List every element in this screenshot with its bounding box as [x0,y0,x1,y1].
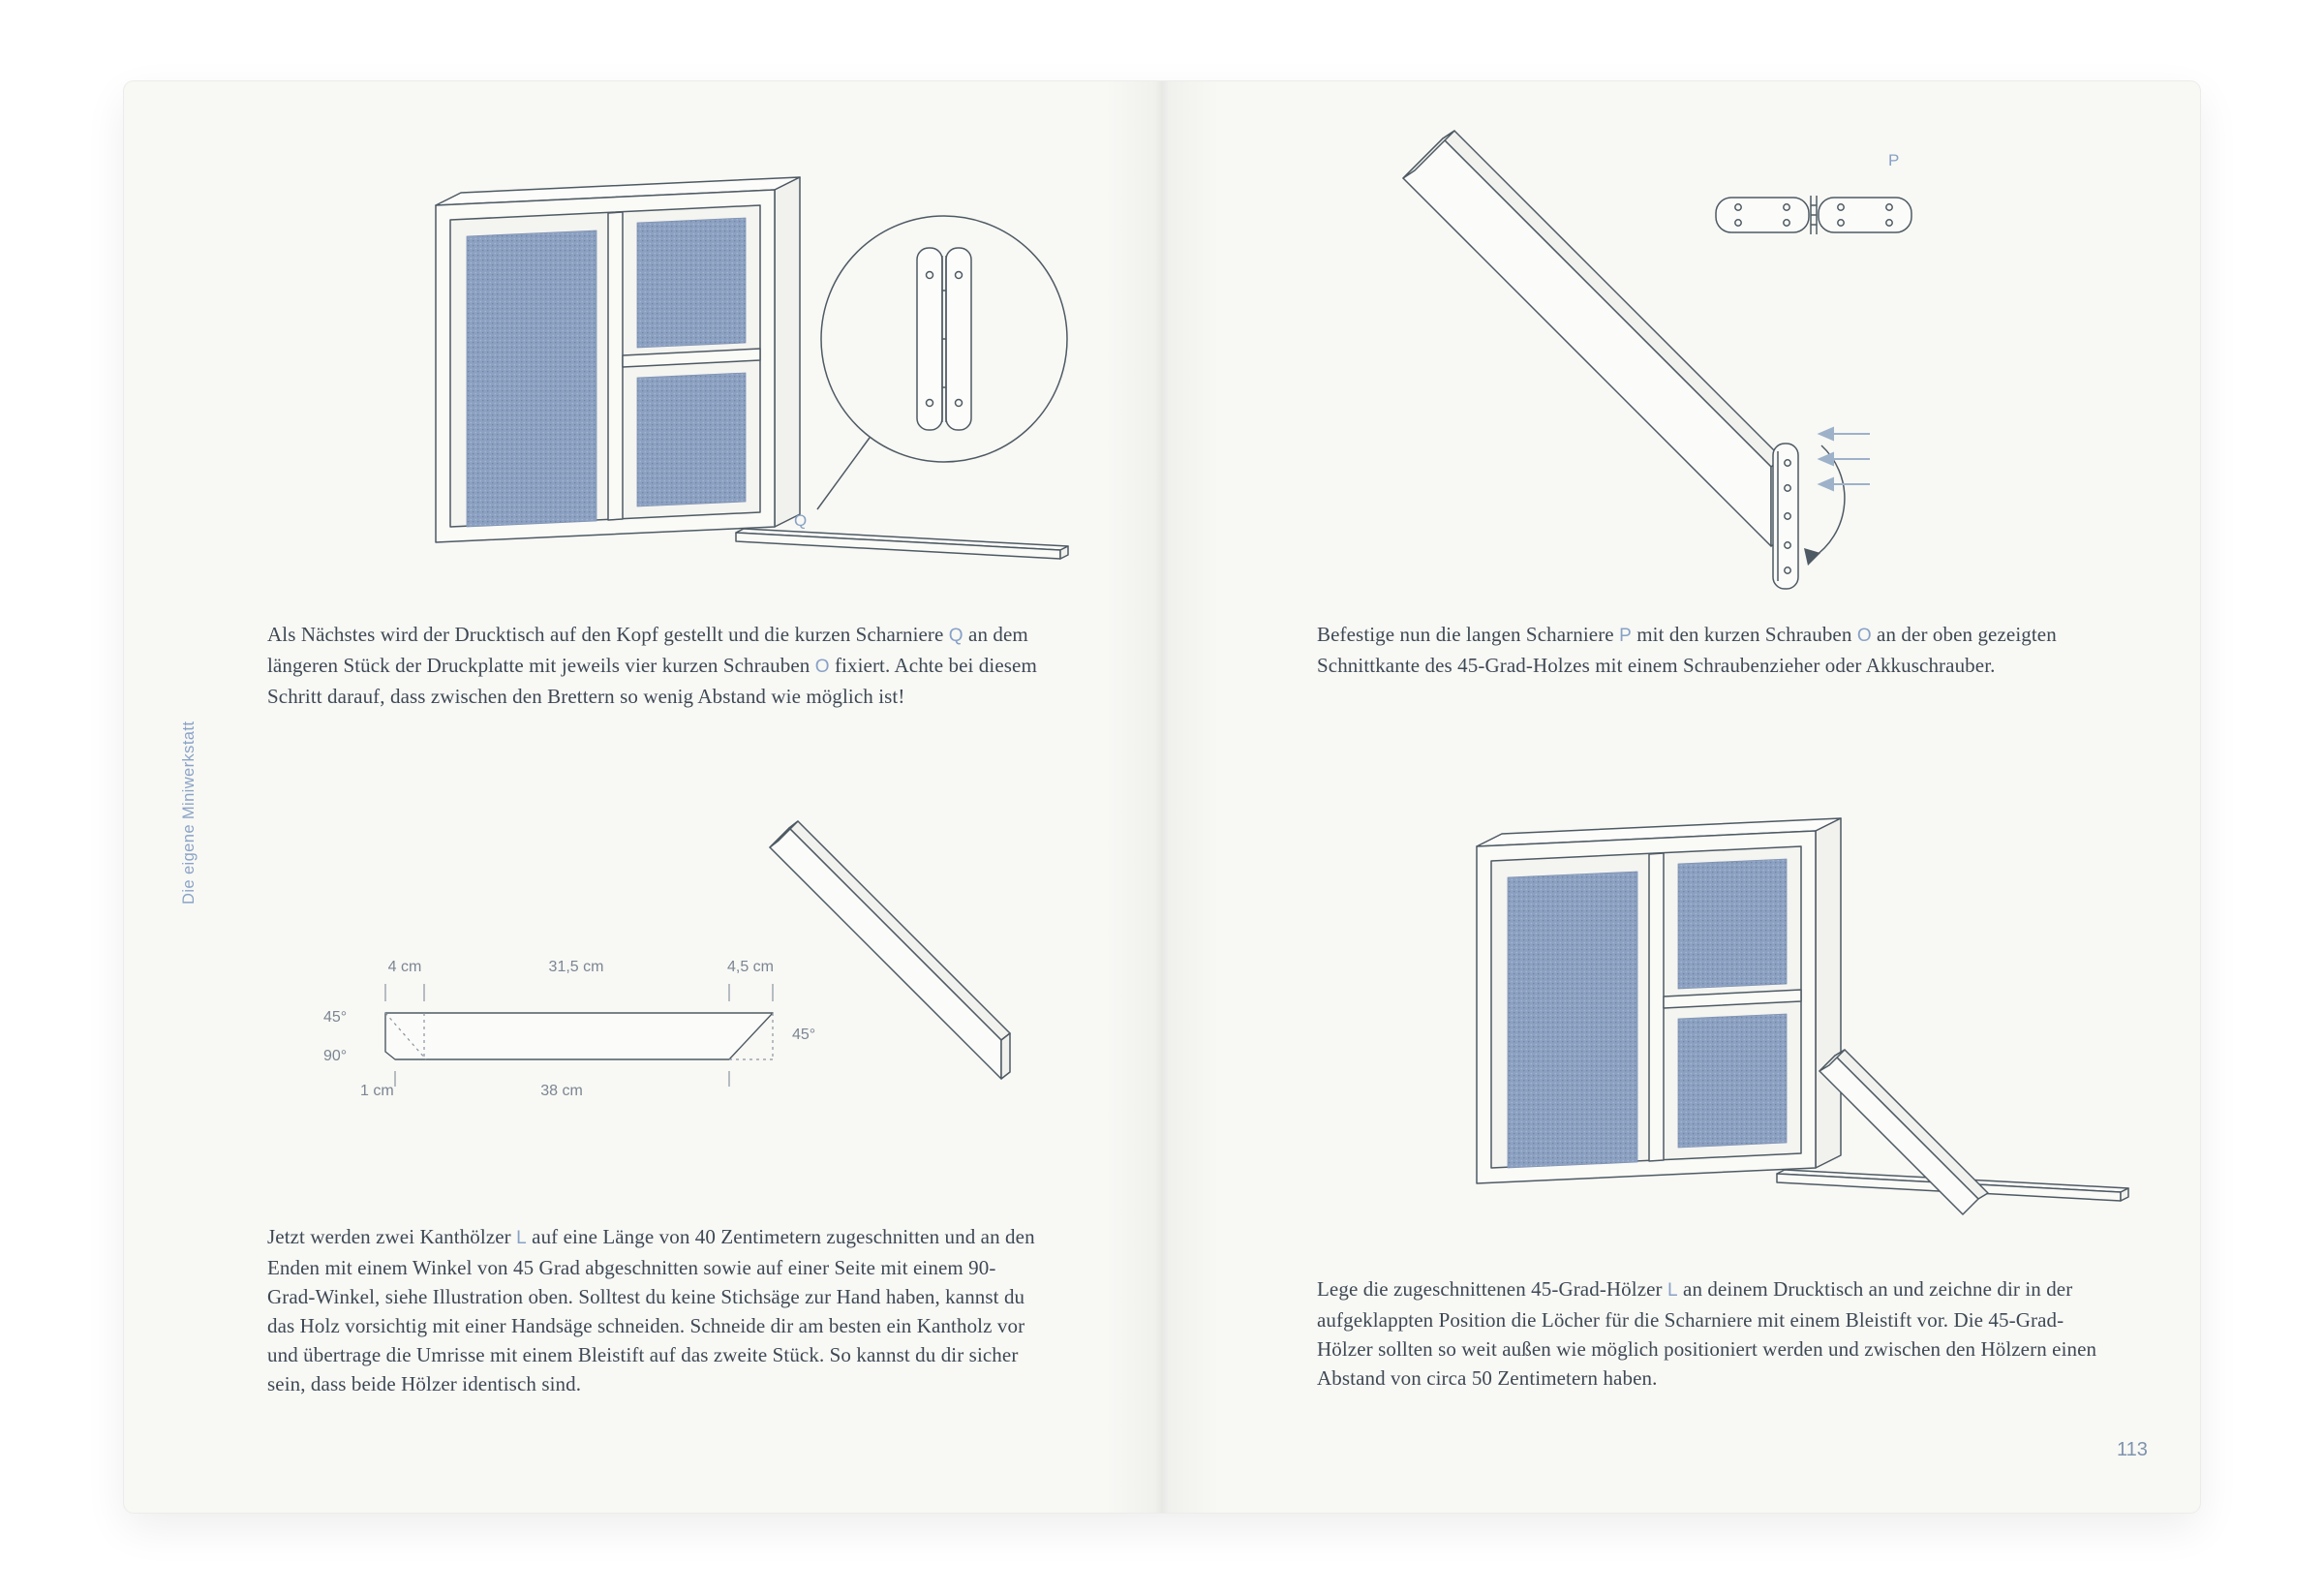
cabinet-divider [1649,853,1664,1161]
right-paragraph-2 [1317,1274,2101,1393]
back-panel-bottom-right [1678,1014,1787,1148]
chapter-sidebar-label: Die eigene Miniwerkstatt [180,720,198,904]
text-run: an deinem Drucktisch an und zeichne dir in der aufgeklappten Position die Löcher für die Scharniere mit einem Bleistift vor. Die 45-Grad-Hölzer sollten so weit außen wie möglich positioniert werden und zwischen den Hölzern einen Abstand von circa 50 Zentimetern haben. [1317,1277,2097,1390]
dim-4-5cm: 4,5 cm [726,959,775,975]
cabinet-divider [608,212,623,520]
dim-angle-45-right: 45° [792,1027,816,1043]
callout-label-q: Q [794,511,808,530]
text-run: Jetzt werden zwei Kanthölzer [267,1225,517,1248]
back-panel-bottom-right [637,373,746,506]
dim-angle-45-left: 45° [323,1009,348,1026]
left-paragraph-1 [267,620,1042,711]
text-run: an der oben gezeigten Schnittkante des 45-Grad-Holzes mit einem Schraubenzieher oder Akkuschrauber. [1317,623,2057,677]
back-panel-left [1508,872,1637,1168]
cabinet-side-face [1816,818,1841,1168]
dim-1cm: 1 cm [360,1083,394,1099]
text-run: Befestige nun die langen Scharniere [1317,623,1620,646]
long-hinge-icon [1773,444,1798,589]
text-run: an dem längeren Stück der Druckplatte mit jeweils vier kurzen Schrauben [267,623,1028,677]
part-ref-o: O [1856,626,1872,646]
part-ref-l: L [1667,1280,1678,1301]
dim-angle-90-left: 90° [323,1048,348,1064]
back-panel-top-right [637,218,746,348]
part-ref-l: L [516,1228,527,1248]
timber-with-hinge-illustration [1370,105,1932,608]
screw-direction-arrows [1819,428,1870,490]
cabinet-with-prop-svg [1457,796,2145,1241]
rotation-arrowhead [1804,548,1820,566]
hinge-label-p: P [1888,151,1900,169]
text-run: fixiert. Achte bei diesem Schritt darauf, dass zwischen den Brettern so wenig Abstand wie möglich ist! [267,654,1037,708]
part-ref-p: P [1619,626,1632,646]
hinge-pair-icon [1716,196,1911,234]
cabinet-side-face [775,177,800,527]
dimension-diagram [310,959,852,1123]
cabinet-with-hinge-callout-illustration [416,155,1085,620]
timber-with-hinge-svg [1370,105,1932,608]
part-ref-o: O [814,657,830,677]
back-panel-left [467,230,596,527]
page-number: 113 [2117,1439,2148,1460]
dim-38cm: 38 cm [540,1083,583,1099]
cabinet-illustration-svg [416,155,1085,620]
back-panel-top-right [1678,859,1787,989]
hinge-detail-icon [917,248,971,430]
timber-side-profile [385,1013,773,1059]
text-run: mit den kurzen Schrauben [1631,623,1857,646]
timber-top-face [1443,131,1783,467]
right-paragraph-1 [1317,620,2092,680]
text-run: auf eine Länge von 40 Zentimetern zugeschnitten und an den Enden mit einem Winkel von 45 Grad abgeschnitten sowie auf einer Seite mit einem 90-Grad-Winkel, siehe Illustration oben. Solltest du keine Stichsäge zur Hand haben, kannst du das Holz vorsichtig mit einer Handsäge schneiden. Schneide dir am besten ein Kantholz vor und übertrage die Umrisse mit einem Bleistift auf das zweite Stück. So kannst du dir sicher sein, dass beide Hölzer identisch sind. [267,1225,1035,1395]
text-run: Lege die zugeschnittenen 45-Grad-Hölzer [1317,1277,1668,1301]
timber-front-face [1403,138,1771,546]
cabinet-with-prop-illustration [1457,796,2145,1241]
dim-31-5cm: 31,5 cm [548,959,604,975]
part-ref-q: Q [948,626,963,646]
left-paragraph-2 [267,1222,1042,1398]
callout-leader-line [817,438,870,509]
dim-4cm: 4 cm [387,959,422,975]
text-run: Als Nächstes wird der Drucktisch auf den Kopf gestellt und die kurzen Scharniere [267,623,949,646]
